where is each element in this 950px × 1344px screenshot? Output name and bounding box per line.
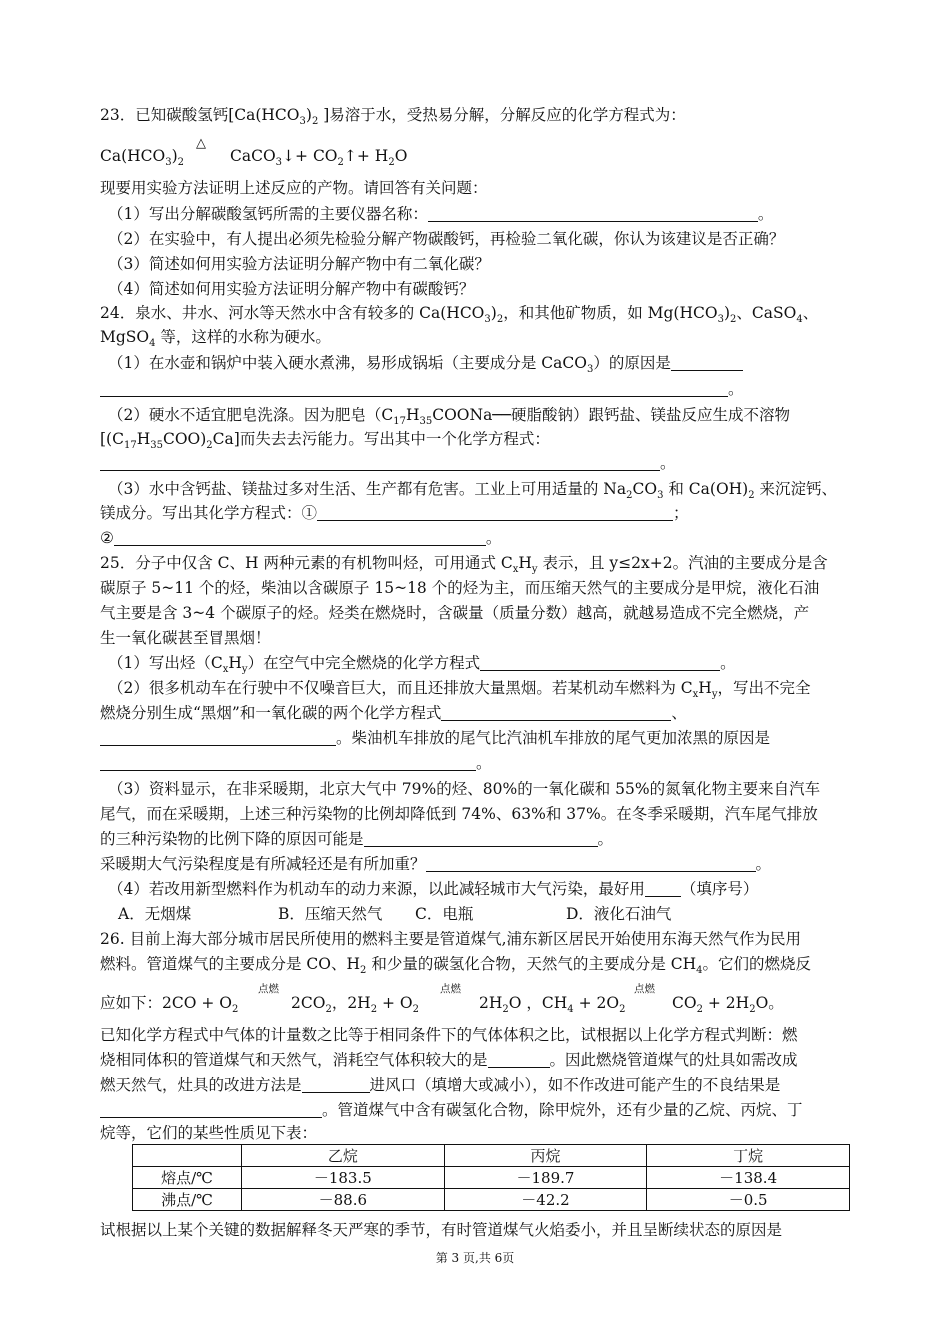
q23-equation-left: $Ca(HCO_3)_2$ <box>100 147 185 168</box>
q26-line6: 燃天然气，灶具的改进方法是 进风口（填增大或减小），如不作改进可能产生的不良结果是 <box>100 1076 781 1094</box>
q23-prompt: 现要用实验方法证明上述反应的产物。请回答有关问题： <box>100 179 488 197</box>
hydrocarbon-properties-table <box>132 1144 850 1211</box>
table-header-row <box>133 1145 850 1167</box>
answer-blank[interactable] <box>426 855 756 872</box>
q24-line2: MgSO$_4$ 等，这样的水称为硬水。 <box>100 328 331 349</box>
answer-blank[interactable] <box>100 754 476 771</box>
q25-part2-line4: 。 <box>100 752 852 774</box>
q24-part3-line3: ② 。 <box>100 529 502 547</box>
ignition-condition-3: 点燃 <box>634 983 655 995</box>
answer-blank[interactable] <box>100 454 660 471</box>
equation-ch4-right: $CO_2 + 2H_2O$。 <box>672 994 784 1015</box>
q23-heat-condition: △ <box>196 136 206 151</box>
table-cell: －42.2 <box>444 1189 647 1211</box>
q26-last-line: 试根据以上某个关键的数据解释冬天严寒的季节，有时管道煤气火焰委小，并且呈断续状态的原因是 <box>100 1221 783 1239</box>
q25-part4: （4）若改用新型燃料作为机动车的动力来源，以此减轻城市大气污染，最好用 （填序号） <box>108 880 759 898</box>
q23-part4: （4）简述如何用实验方法证明分解产物中有碳酸钙？ <box>108 280 475 298</box>
answer-blank[interactable] <box>645 880 681 897</box>
table-header-cell: 丙烷 <box>444 1145 647 1167</box>
answer-blank[interactable] <box>100 729 336 746</box>
ignition-condition-1: 点燃 <box>258 983 279 995</box>
answer-blank[interactable] <box>114 529 486 546</box>
q25-part3-line4: 采暖期大气污染程度是有所减轻还是有所加重？ 。 <box>100 855 772 873</box>
page-footer: 第 3 页,共 6页 <box>435 1251 515 1265</box>
q24-part2-answer-line: 。 <box>100 452 852 474</box>
equation-co-right: $2CO_2$，$2H_2 + O_2$ <box>291 994 420 1015</box>
q23-part3: （3）简述如何用实验方法证明分解产物中有二氧化碳？ <box>108 255 490 273</box>
q26-line8: 烷等，它们的某些性质见下表： <box>100 1124 318 1142</box>
answer-blank[interactable] <box>364 830 598 847</box>
table-header-cell <box>133 1145 242 1167</box>
q25-part2-line2: 燃烧分别生成“黑烟”和一氧化碳的两个化学方程式 、 <box>100 704 687 722</box>
q25-line1: 25．分子中仅含 C、H 两种元素的有机物叫烃，可用通式 $C_xH_y$ 表示，且 y≤2x+2。汽油的主要成分是含 <box>100 554 828 575</box>
equation-h2-right: $2H_2O$ ，$CH_4 + 2O_2$ <box>479 994 626 1015</box>
q24-part3: （3）水中含钙盐、镁盐过多对生活、生产都有危害。工业上可用适量的 $Na_2CO_3$ 和 $Ca(OH)_2$ 来沉淀钙、 <box>108 480 838 501</box>
answer-blank[interactable] <box>317 504 673 521</box>
q26-line4: 已知化学方程式中气体的计量数之比等于相同条件下的气体体积之比，试根据以上化学方程式判断：燃 <box>100 1026 798 1044</box>
q24-part1-answer-line: 。 <box>100 378 852 400</box>
ignition-condition-2: 点燃 <box>440 983 461 995</box>
q25-line3: 气主要是含 3~4 个碳原子的烃。烃类在燃烧时，含碳量（质量分数）越高，就越易造成不完全燃烧，产 <box>100 604 810 622</box>
table-header-cell: 丁烷 <box>647 1145 850 1167</box>
answer-blank[interactable] <box>671 354 743 371</box>
q24-part2-line2: $[(C_{17}H_{35}COO)_2Ca]$而失去去污能力。写出其中一个化学方程式： <box>100 430 550 451</box>
equation-co-left: 应如下：$2CO + O_2$ <box>100 994 239 1015</box>
answer-blank[interactable] <box>441 704 671 721</box>
q23-part1: （1）写出分解碳酸氢钙所需的主要仪器名称： 。 <box>108 205 774 223</box>
table-cell: －138.4 <box>647 1167 850 1189</box>
table-cell: －0.5 <box>647 1189 850 1211</box>
answer-blank[interactable] <box>302 1076 370 1093</box>
answer-blank[interactable] <box>480 654 720 671</box>
table-cell: －88.6 <box>242 1189 445 1211</box>
q23-intro: 23．已知碳酸氢钙[$Ca(HCO_3)_2$ ]易溶于水，受热易分解，分解反应的化学方程式为： <box>100 106 686 127</box>
q25-part3-line2: 尾气，而在采暖期，上述三种污染物的比例却降低到 74%、63%和 37%。在冬季采暖期，汽车尾气排放 <box>100 805 818 823</box>
q26-line1: 26. 目前上海大部分城市居民所使用的燃料主要是管道煤气,浦东新区居民开始使用东海天然气作为民用 <box>100 930 802 948</box>
q23-part2: （2）在实验中，有人提出必须先检验分解产物碳酸钙，再检验二氧化碳，你认为该建议是否正确？ <box>108 230 785 248</box>
q25-part3-line1: （3）资料显示，在非采暖期，北京大气中 79%的烃、80%的一氧化碳和 55%的氮氧化物主要来自汽车 <box>108 780 821 798</box>
answer-blank[interactable] <box>100 1101 322 1118</box>
q24-part2: （2）硬水不适宜肥皂洗涤。因为肥皂（$C_{17}H_{35}COONa──$硬脂酸钠）跟钙盐、镁盐反应生成不溶物 <box>108 406 790 427</box>
table-row <box>133 1189 850 1211</box>
q26-line5: 烧相同体积的管道煤气和天然气，消耗空气体积较大的是 。因此燃烧管道煤气的灶具如需改成 <box>100 1051 798 1069</box>
q25-option-c[interactable]: C．电瓶 <box>415 905 474 923</box>
q24-part1: （1）在水壶和锅炉中装入硬水煮沸，易形成锅垢（主要成分是 CaCO$_3$）的原因是 <box>108 352 852 374</box>
answer-blank[interactable] <box>488 1051 550 1068</box>
table-cell: －183.5 <box>242 1167 445 1189</box>
q25-line4: 生一氧化碳甚至冒黑烟！ <box>100 629 271 647</box>
table-cell: 沸点/℃ <box>133 1189 242 1211</box>
q25-option-b[interactable]: B．压缩天然气 <box>278 905 383 923</box>
q25-option-d[interactable]: D．液化石油气 <box>566 905 672 923</box>
answer-blank[interactable] <box>100 380 728 397</box>
q24-line1: 24．泉水、井水、河水等天然水中含有较多的 $Ca(HCO_3)_2$，和其他矿物质，如 $Mg(HCO_3)_2$、CaSO$_4$、 <box>100 304 819 325</box>
q25-part2-line3: 。柴油机车排放的尾气比汽油机车排放的尾气更加浓黑的原因是 <box>100 727 852 749</box>
q25-option-a[interactable]: A．无烟煤 <box>118 905 192 923</box>
table-cell: 熔点/℃ <box>133 1167 242 1189</box>
q26-line7: 。管道煤气中含有碳氢化合物，除甲烷外，还有少量的乙烷、丙烷、丁 <box>100 1099 852 1121</box>
q25-part2: （2）很多机动车在行驶中不仅噪音巨大，而且还排放大量黑烟。若某机动车燃料为 $C_xH_y$，写出不完全 <box>108 679 811 700</box>
q25-part1: （1）写出烃$(C_xH_y)$在空气中完全燃烧的化学方程式 。 <box>108 654 736 675</box>
q25-part3-line3: 的三种污染物的比例下降的原因可能是 。 <box>100 830 614 848</box>
table-cell: －189.7 <box>444 1167 647 1189</box>
q24-part3-line2: 镁成分。写出其化学方程式：① ； <box>100 504 689 522</box>
table-header-cell: 乙烷 <box>242 1145 445 1167</box>
q26-line2: 燃料。管道煤气的主要成分是 CO、$H_2$ 和少量的碳氢化合物，天然气的主要成分是 $CH_4$。它们的燃烧反 <box>100 955 812 976</box>
table-row <box>133 1167 850 1189</box>
answer-blank[interactable] <box>428 205 758 222</box>
q25-line2: 碳原子 5~11 个的烃，柴油以含碳原子 15~18 个的烃为主，而压缩天然气的主要成分是甲烷，液化石油 <box>100 579 820 597</box>
q23-equation-right: CaCO$_3$↓+ $CO_2↑+ H_2O$ <box>230 147 408 168</box>
